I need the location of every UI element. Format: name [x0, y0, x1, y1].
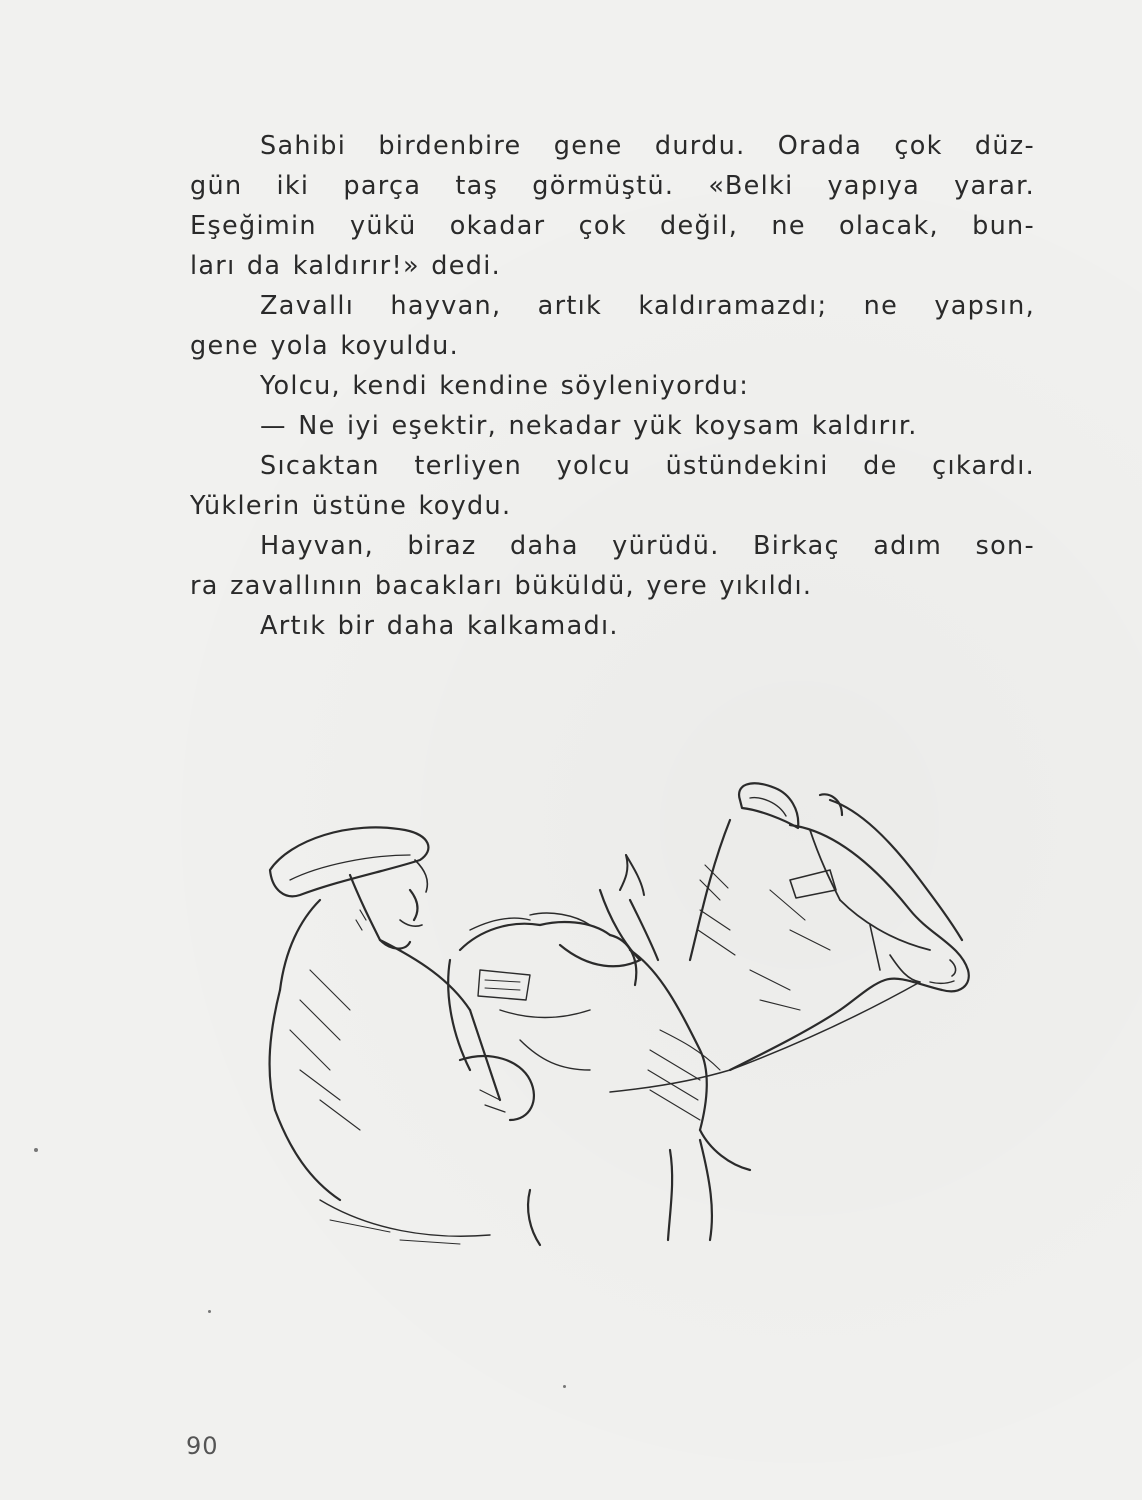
man-and-donkey-illustration [230, 770, 990, 1270]
paper-speck [563, 1385, 566, 1388]
text-line: — Ne iyi eşektir, nekadar yük koysam kaldırır. [260, 411, 918, 441]
text-line: Artık bir daha kalkamadı. [260, 611, 619, 641]
text-line: Yolcu, kendi kendine söyleniyordu: [260, 371, 750, 401]
load-figure [448, 913, 636, 1070]
text-line: ları da kaldırır!» dedi. [190, 251, 502, 281]
text-line: gene yola koyuldu. [190, 331, 459, 361]
text-line: Sıcaktan terliyen yolcu üstündekini de çıkardı. [260, 451, 1035, 481]
text-line: Sahibi birdenbire gene durdu. Orada çok düz- [260, 131, 1035, 161]
story-text [190, 126, 1035, 646]
paper-speck [34, 1148, 38, 1152]
text-line: Zavallı hayvan, artık kaldıramazdı; ne yapsın, [260, 291, 1035, 321]
paper-speck [208, 1310, 211, 1313]
text-line: Eşeğimin yükü okadar çok değil, ne olacak, bun- [190, 211, 1035, 241]
text-line: Hayvan, biraz daha yürüdü. Birkaç adım son- [260, 531, 1035, 561]
man-figure [270, 827, 658, 1244]
page-number: 90 [186, 1432, 219, 1460]
text-line: Yüklerin üstüne koydu. [190, 491, 512, 521]
text-line: ra zavallının bacakları büküldü, yere yıkıldı. [190, 571, 813, 601]
text-line: gün iki parça taş görmüştü. «Belki yapıya yarar. [190, 171, 1035, 201]
donkey-figure [528, 783, 969, 1245]
